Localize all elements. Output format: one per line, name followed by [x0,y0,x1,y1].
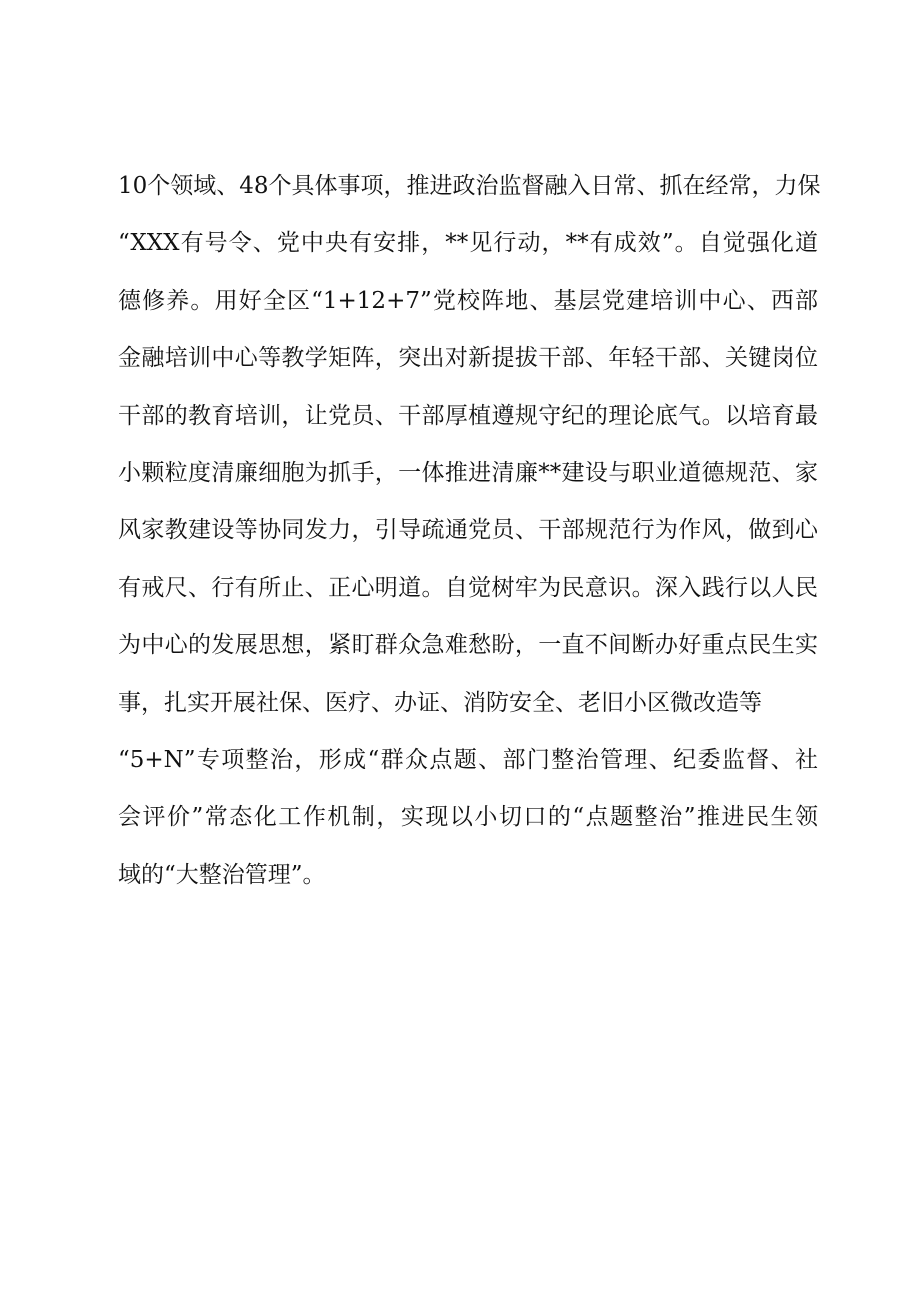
paragraph-line-13: 域的“大整治管理”。 [118,861,326,888]
paragraph-line-3: 德修养。用好全区“1+12+7”党校阵地、基层党建培训中心、西部 [118,287,818,314]
paragraph-line-12: 会评价”常态化工作机制，实现以小切口的“点题整治”推进民生领 [118,804,818,831]
paragraph-line-7: 风家教建设等协同发力，引导疏通党员、干部规范行为作风，做到心 [118,517,818,544]
paragraph-line-8: 有戒尺、行有所止、正心明道。自觉树牢为民意识。深入践行以人民 [118,574,818,601]
paragraph-line-1: 10个领域、48个具体事项，推进政治监督融入日常、抓在经常，力保 [118,173,821,199]
paragraph-line-2: “XXX有号令、党中央有安排，**见行动，**有成效”。自觉强化道 [118,230,818,257]
paragraph-line-9: 为中心的发展思想，紧盯群众急难愁盼，一直不间断办好重点民生实 [118,632,818,659]
paragraph-line-4: 金融培训中心等教学矩阵，突出对新提拔干部、年轻干部、关键岗位 [118,345,818,372]
body-paragraph [118,161,821,907]
paragraph-line-6: 小颗粒度清廉细胞为抓手，一体推进清廉**建设与职业道德规范、家 [118,459,818,486]
paragraph-line-11: “5+N”专项整治，形成“群众点题、部门整治管理、纪委监督、社 [118,746,818,773]
paragraph-line-10: 事，扎实开展社保、医疗、办证、消防安全、老旧小区微改造等 [118,689,762,716]
paragraph-line-5: 干部的教育培训，让党员、干部厚植遵规守纪的理论底气。以培育最 [118,402,818,429]
